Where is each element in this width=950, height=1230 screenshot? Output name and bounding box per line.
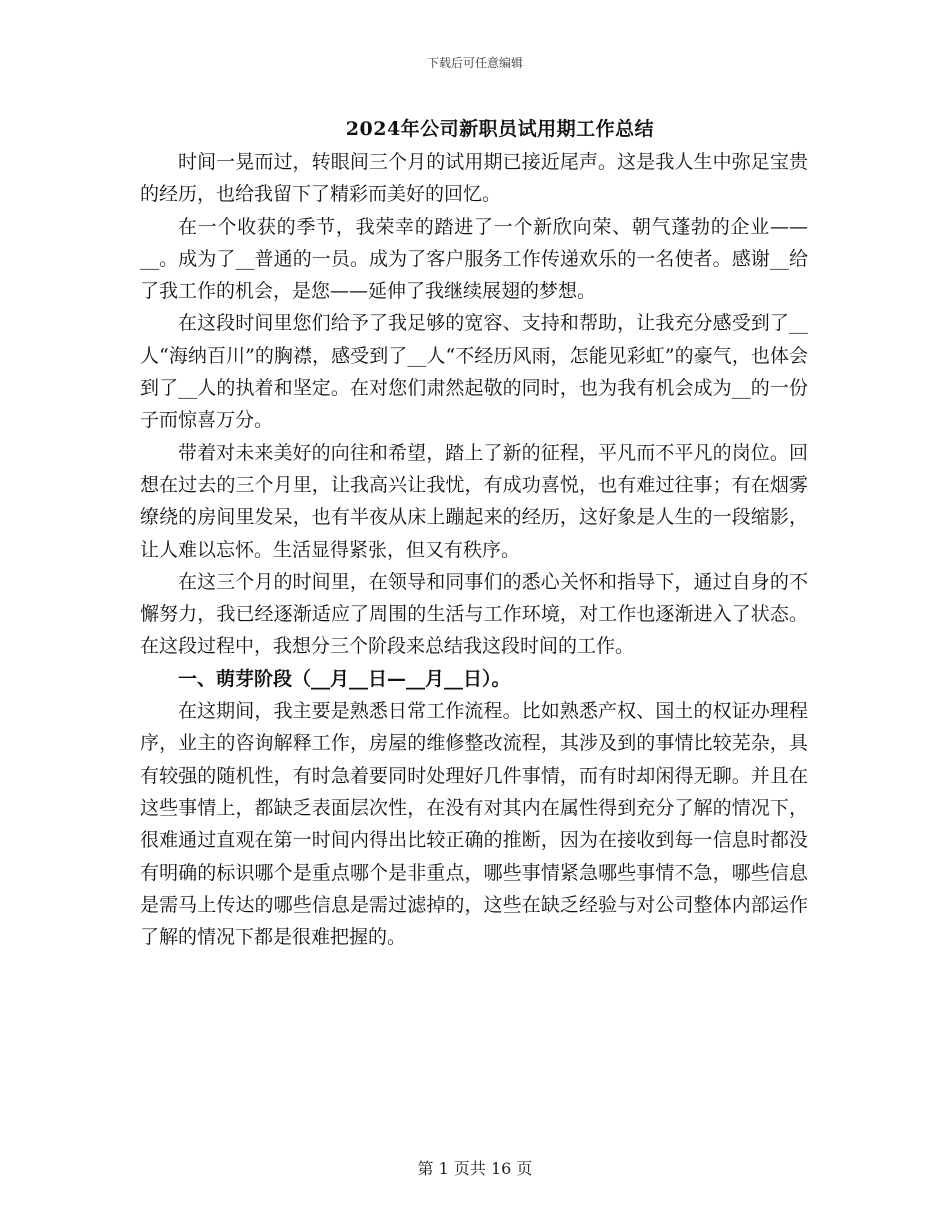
paragraph: 在这期间，我主要是熟悉日常工作流程。比如熟悉产权、国土的权证办理程序，业主的咨询解释工作，房屋的维修整改流程，其涉及到的事情比较芜杂，具有较强的随机性，有时急着要同时处理好几件事情，而有时却闲得无聊。并且在这些事情上，都缺乏表面层次性，在没有对其内在属性得到充分了解的情况下，很难通过直观在第一时间内得出比较正确的推断，因为在接收到每一信息时都没有明确的标识哪个是重点哪个是非重点，哪些事情紧急哪些事情不急，哪些信息是需马上传达的哪些信息是需过滤掉的，这些在缺乏经验与对公司整体内部运作了解的情况下都是很难把握的。 [140,700,808,949]
paragraph: 在这段时间里您们给予了我足够的宽容、支持和帮助，让我充分感受到了__人“海纳百川”的胸襟，感受到了__人“不经历风雨，怎能见彩虹”的豪气，也体会到了__人的执着和坚定。在对您们肃然起敬的同时，也为我有机会成为__的一份子而惊喜万分。 [140,312,808,432]
document-body [140,146,808,953]
page-header-note: 下载后可任意编辑 [426,56,523,70]
paragraph: 在这三个月的时间里，在领导和同事们的悉心关怀和指导下，通过自身的不懈努力，我已经逐渐适应了周围的生活与工作环境，对工作也逐渐进入了状态。在这段过程中，我想分三个阶段来总结我这段时间的工作。 [140,570,808,658]
paragraph: 时间一晃而过，转眼间三个月的试用期已接近尾声。这是我人生中弥足宝贵的经历，也给我留下了精彩而美好的回忆。 [140,151,808,206]
page-number-footer: 第 1 页共 16 页 [417,1159,533,1178]
section-heading: 一、萌芽阶段（__月__日—__月__日）。 [178,667,511,690]
paragraph: 带着对未来美好的向往和希望，踏上了新的征程，平凡而不平凡的岗位。回想在过去的三个月里，让我高兴让我忧，有成功喜悦，也有难过往事；有在烟雾缭绕的房间里发呆，也有半夜从床上蹦起来的经历，这好象是人生的一段缩影，让人难以忘怀。生活显得紧张，但又有秩序。 [140,441,808,561]
document-title: 2024年公司新职员试用期工作总结 [345,118,655,140]
paragraph: 在一个收获的季节，我荣幸的踏进了一个新欣向荣、朝气蓬勃的企业——__。成为了__普通的一员。成为了客户服务工作传递欢乐的一名使者。感谢__给了我工作的机会，是您——延伸了我继续展翅的梦想。 [140,215,808,303]
